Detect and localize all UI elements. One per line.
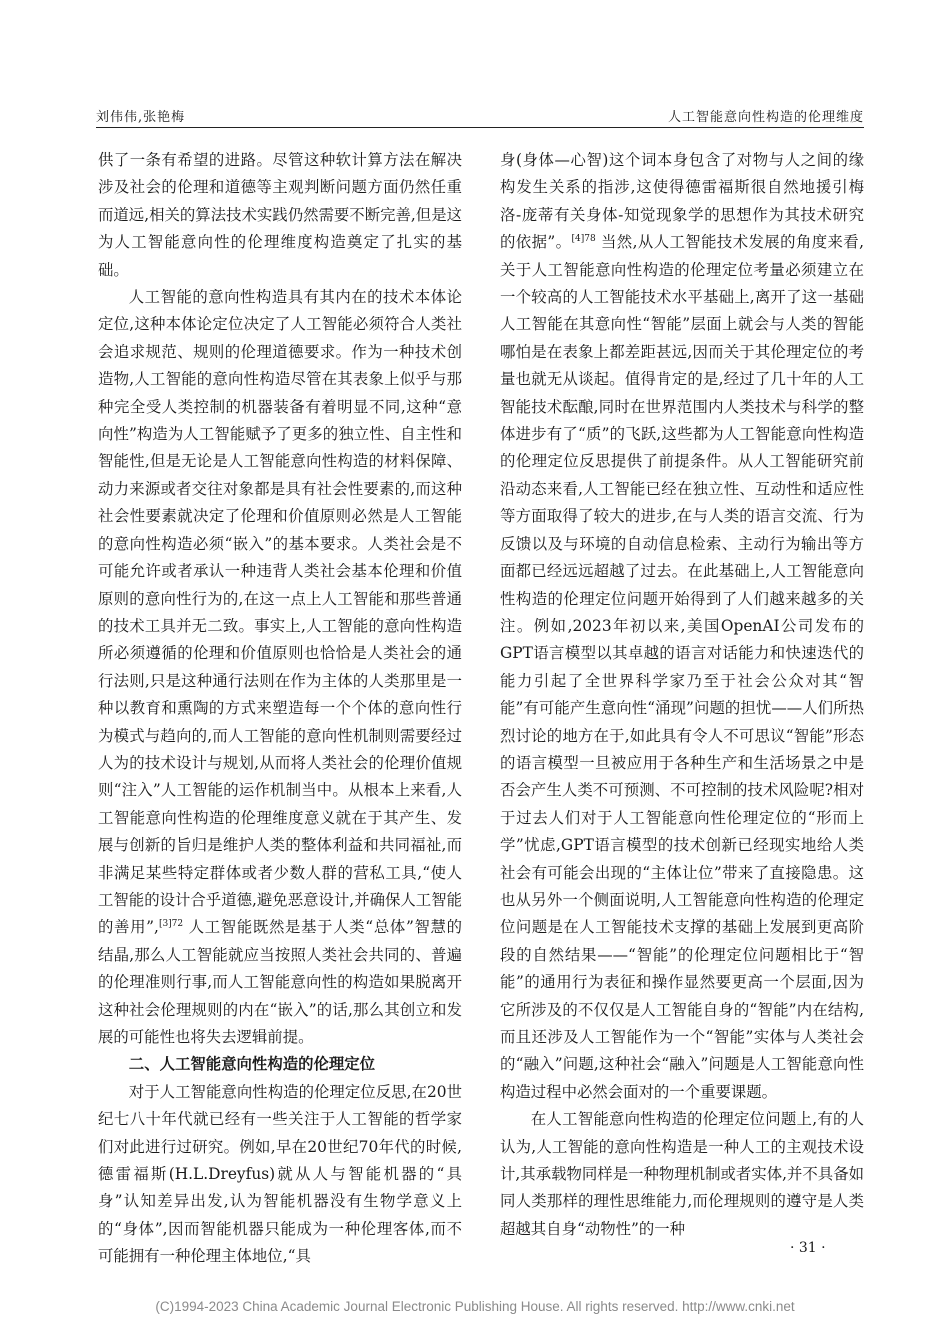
section-heading: 二、人工智能意向性构造的伦理定位 bbox=[128, 1055, 376, 1074]
right-paragraph-1 bbox=[500, 147, 864, 1106]
header-authors: 刘伟伟,张艳梅 bbox=[96, 110, 186, 125]
left-paragraph-3: 对于人工智能意向性构造的伦理定位反思,在20世纪七八十年代就已经有一些关注于人工智能的哲学家们对此进行过研究。例如,早在20世纪70年代的时候,德雷福斯(H.L.Dreyfus)就从人与智能机器的“具身”认知差异出发,认为智能机器没有生物学意义上的“身体”,因而智能机器只能成为一种伦理客体,而不可能拥有一种伦理主体地位,“具 bbox=[98, 1082, 462, 1266]
right-paragraph-1-tail: 当然,从人工智能技术发展的角度来看,关于人工智能意向性构造的伦理定位考量必须建立在一个较高的人工智能技术水平基础上,离开了这一基础人工智能在其意向性“智能”层面上就会与人类的智能哪怕是在表象上都差距甚远,因而关于其伦理定位的考量也就无从谈起。值得肯定的是,经过了几十年的人工智能技术酝酿,同时在世界范围内人类技术与科学的整体进步有了“质”的飞跃,这些都为人工智能意向性构造的伦理定位反思提供了前提条件。从人工智能研究前沿动态来看,人工智能已经在独立性、互动性和适应性等方面取得了较大的进步,在与人类的语言交流、行为反馈以及与环境的自动信息检索、主动行为输出等方面都已经远远超越了过去。在此基础上,人工智能意向性构造的伦理定位问题开始得到了人们越来越多的关注。例如,2023年初以来,美国OpenAI公司发布的GPT语言模型以其卓越的语言对话能力和快速迭代的能力引起了全世界科学家乃至于社会公众对其“智能”有可能产生意向性“涌现”问题的担忧——人们所热烈讨论的地方在于,如此具有令人不可思议“智能”形态的语言模型一旦被应用于各种生产和生活场景之中是否会产生人类不可预测、不可控制的技术风险呢?相对于过去人们对于人工智能意向性伦理定位的“形而上学”忧虑,GPT语言模型的技术创新已经现实地给人类社会有可能会出现的“主体让位”带来了直接隐患。这也从另外一个侧面说明,人工智能意向性构造的伦理定位问题是在人工智能技术支撑的基础上发展到更高阶段的自然结果——“智能”的伦理定位问题相比于“智能”的通用行为表征和操作显然要更高一个层面,因为它所涉及的不仅仅是人工智能自身的“智能”内在结构,而且还涉及人工智能作为一个“智能”实体与人类社会的“融入”问题,这种社会“融入”问题是人工智能意向性构造过程中必然会面对的一个重要课题。 bbox=[500, 233, 864, 1101]
left-paragraph-1: 供了一条有希望的进路。尽管这种软计算方法在解决涉及社会的伦理和道德等主观判断问题方面仍然任重而道远,相关的算法技术实践仍然需要不断完善,但是这为人工智能意向性的伦理维度构造奠定了扎实的基础。 bbox=[98, 151, 462, 279]
header-rule bbox=[96, 127, 864, 128]
left-paragraph-2-tail: 人工智能既然是基于人类“总体”智慧的结晶,那么人工智能就应当按照人类社会共同的、普遍的伦理准则行事,而人工智能意向性的构造如果脱离开这种社会伦理规则的内在“嵌入”的话,那么其创立和发展的可能性也将失去逻辑前提。 bbox=[98, 918, 462, 1046]
page-number: · 31 · bbox=[790, 1240, 826, 1256]
left-paragraph-2-body: 人工智能的意向性构造具有其内在的技术本体论定位,这种本体论定位决定了人工智能必须符合人类社会追求规范、规则的伦理道德要求。作为一种技术创造物,人工智能的意向性构造尽管在其表象上似乎与那种完全受人类控制的机器装备有着明显不同,这种“意向性”构造为人工智能赋予了更多的独立性、自主性和智能性,但是无论是人工智能意向性构造的材料保障、动力来源或者交往对象都是具有社会性要素的,而这种社会性要素就决定了伦理和价值原则必然是人工智能的意向性构造必须“嵌入”的基本要求。人类社会是不可能允许或者承认一种违背人类社会基本伦理和价值原则的意向性行为的,在这一点上人工智能和那些普通的技术工具并无二致。事实上,人工智能的意向性构造所必须遵循的伦理和价值原则也恰恰是人类社会的通行法则,只是这种通行法则在作为主体的人类那里是一种以教育和熏陶的方式来塑造每一个个体的意向性行为模式与趋向的,而人工智能的意向性机制则需要经过人为的技术设计与规划,从而将人类社会的伦理价值规则“注入”人工智能的运作机制当中。从根本上来看,人工智能意向性构造的伦理维度意义就在于其产生、发展与创新的旨归是维护人类的整体利益和共同福祉,而非满足某些特定群体或者少数人群的营私工具,“使人工智能的设计合乎道德,避免恶意设计,并确保人工智能的善用”, bbox=[98, 288, 462, 937]
right-column bbox=[500, 147, 864, 1243]
header-journal-title: 人工智能意向性构造的伦理维度 bbox=[667, 110, 864, 125]
left-paragraph-2 bbox=[98, 284, 462, 1051]
copyright-footer: (C)1994-2023 China Academic Journal Electronic Publishing House. All rights reserved. http://www.cnki.net bbox=[155, 1299, 795, 1314]
running-header bbox=[96, 106, 864, 128]
citation-ref-4: [4]78 bbox=[571, 234, 596, 245]
left-column bbox=[98, 147, 462, 1271]
right-paragraph-2: 在人工智能意向性构造的伦理定位问题上,有的人认为,人工智能的意向性构造是一种人工的主观技术设计,其承载物同样是一种物理机制或者实体,并不具备如同人类那样的理性思维能力,而伦理规则的遵守是人类超越其自身“动物性”的一种 bbox=[500, 1110, 864, 1238]
right-paragraph-1-body: 身(身体—心智)这个词本身包含了对物与人之间的缘构发生关系的指涉,这使得德雷福斯很自然地援引梅洛-庞蒂有关身体-知觉现象学的思想作为其技术研究的依据”。 bbox=[500, 151, 864, 252]
citation-ref-3: [3]72 bbox=[158, 919, 184, 930]
